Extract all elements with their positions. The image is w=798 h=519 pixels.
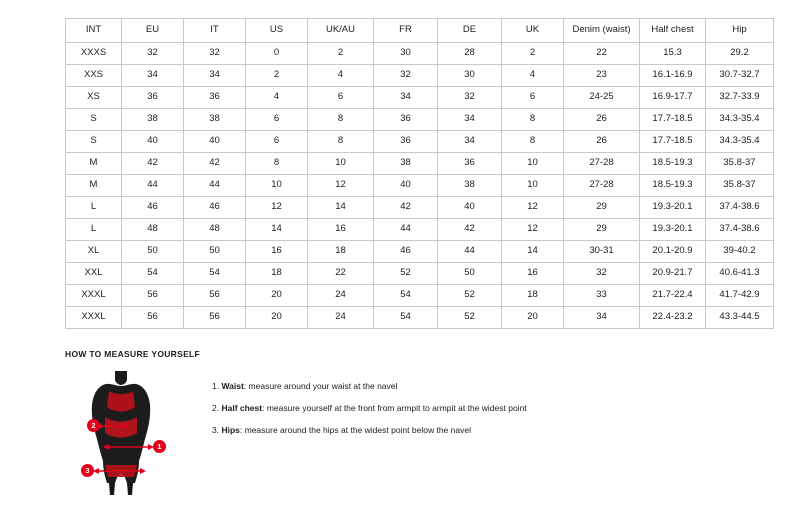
cell-de: 44 [438,241,502,263]
cell-uk-au: 18 [308,241,374,263]
cell-int: M [66,153,122,175]
cell-half-chest: 16.1-16.9 [640,65,706,87]
cell-de: 34 [438,109,502,131]
table-row [66,109,774,131]
cell-denim-waist: 26 [564,131,640,153]
cell-fr: 34 [374,87,438,109]
column-header-half-chest: Half chest [640,19,706,43]
cell-half-chest: 15.3 [640,43,706,65]
measure-marker-1: 1 [153,440,166,453]
cell-de: 30 [438,65,502,87]
cell-us: 16 [246,241,308,263]
cell-fr: 36 [374,109,438,131]
instruction-number-3: 3. [212,425,220,436]
cell-eu: 46 [122,197,184,219]
cell-int: XXXL [66,285,122,307]
cell-int: XXXS [66,43,122,65]
cell-half-chest: 17.7-18.5 [640,109,706,131]
cell-int: XXL [66,263,122,285]
cell-denim-waist: 22 [564,43,640,65]
cell-it: 36 [184,87,246,109]
cell-it: 50 [184,241,246,263]
cell-de: 42 [438,219,502,241]
cell-uk-au: 8 [308,131,374,153]
cell-eu: 48 [122,219,184,241]
column-header-hip: Hip [706,19,774,43]
cell-de: 28 [438,43,502,65]
table-row [66,197,774,219]
cell-de: 32 [438,87,502,109]
cell-int: XXXL [66,307,122,329]
cell-half-chest: 18.5-19.3 [640,175,706,197]
cell-denim-waist: 33 [564,285,640,307]
cell-uk: 8 [502,109,564,131]
cell-int: L [66,197,122,219]
cell-denim-waist: 26 [564,109,640,131]
cell-hip: 37.4-38.6 [706,197,774,219]
cell-fr: 40 [374,175,438,197]
cell-de: 38 [438,175,502,197]
cell-int: XS [66,87,122,109]
cell-half-chest: 17.7-18.5 [640,131,706,153]
cell-uk: 6 [502,87,564,109]
table-row [66,285,774,307]
cell-denim-waist: 27-28 [564,175,640,197]
cell-fr: 54 [374,307,438,329]
measure-instruction-half-chest [212,403,735,413]
cell-eu: 54 [122,263,184,285]
cell-denim-waist: 24-25 [564,87,640,109]
cell-eu: 40 [122,131,184,153]
size-table-container [65,18,760,329]
cell-eu: 42 [122,153,184,175]
cell-it: 40 [184,131,246,153]
cell-uk: 8 [502,131,564,153]
cell-eu: 50 [122,241,184,263]
cell-half-chest: 16.9-17.7 [640,87,706,109]
measure-instruction-waist [212,381,735,391]
column-header-us: US [246,19,308,43]
cell-hip: 35.8-37 [706,175,774,197]
cell-int: S [66,109,122,131]
cell-us: 6 [246,131,308,153]
cell-us: 0 [246,43,308,65]
cell-de: 40 [438,197,502,219]
instruction-number-1: 1. [212,381,220,391]
cell-denim-waist: 29 [564,197,640,219]
cell-eu: 56 [122,285,184,307]
measure-marker-2: 2 [87,419,100,432]
cell-de: 34 [438,131,502,153]
cell-it: 34 [184,65,246,87]
cell-it: 48 [184,219,246,241]
cell-half-chest: 21.7-22.4 [640,285,706,307]
column-header-fr: FR [374,19,438,43]
cell-us: 6 [246,109,308,131]
cell-us: 20 [246,307,308,329]
instruction-text-half-chest: : measure yourself at the front from armpit to armpit at the widest point [262,403,527,414]
cell-us: 8 [246,153,308,175]
how-to-measure-body [65,369,735,499]
cell-uk-au: 24 [308,285,374,307]
cell-hip: 35.8-37 [706,153,774,175]
cell-half-chest: 19.3-20.1 [640,197,706,219]
measure-instruction-hips [212,425,735,435]
cell-int: S [66,131,122,153]
cell-hip: 43.3-44.5 [706,307,774,329]
table-header [66,19,774,43]
cell-uk: 12 [502,197,564,219]
cell-denim-waist: 23 [564,65,640,87]
cell-fr: 52 [374,263,438,285]
cell-denim-waist: 32 [564,263,640,285]
cell-us: 2 [246,65,308,87]
cell-de: 36 [438,153,502,175]
column-header-de: DE [438,19,502,43]
instruction-term-waist: Waist [221,381,244,391]
cell-uk: 10 [502,153,564,175]
cell-fr: 54 [374,285,438,307]
cell-fr: 30 [374,43,438,65]
cell-denim-waist: 29 [564,219,640,241]
cell-fr: 32 [374,65,438,87]
cell-half-chest: 18.5-19.3 [640,153,706,175]
cell-it: 56 [184,307,246,329]
cell-hip: 32.7-33.9 [706,87,774,109]
cell-half-chest: 19.3-20.1 [640,219,706,241]
cell-it: 54 [184,263,246,285]
instruction-text-waist: : measure around your waist at the navel [243,381,398,391]
cell-denim-waist: 27-28 [564,153,640,175]
cell-uk-au: 2 [308,43,374,65]
cell-uk: 20 [502,307,564,329]
cell-uk-au: 22 [308,263,374,285]
table-row [66,65,774,87]
cell-hip: 37.4-38.6 [706,219,774,241]
column-header-it: IT [184,19,246,43]
cell-hip: 30.7-32.7 [706,65,774,87]
cell-eu: 32 [122,43,184,65]
cell-it: 46 [184,197,246,219]
table-row [66,219,774,241]
cell-de: 50 [438,263,502,285]
cell-half-chest: 20.1-20.9 [640,241,706,263]
cell-int: XL [66,241,122,263]
cell-eu: 44 [122,175,184,197]
table-body [66,43,774,329]
cell-denim-waist: 34 [564,307,640,329]
cell-us: 20 [246,285,308,307]
mannequin-illustration [65,369,180,499]
table-row [66,131,774,153]
cell-uk-au: 14 [308,197,374,219]
cell-uk-au: 8 [308,109,374,131]
cell-fr: 46 [374,241,438,263]
cell-us: 18 [246,263,308,285]
cell-it: 44 [184,175,246,197]
cell-uk-au: 12 [308,175,374,197]
cell-us: 4 [246,87,308,109]
cell-uk: 10 [502,175,564,197]
cell-int: L [66,219,122,241]
table-header-row [66,19,774,43]
cell-uk: 4 [502,65,564,87]
cell-fr: 36 [374,131,438,153]
cell-it: 32 [184,43,246,65]
cell-uk-au: 6 [308,87,374,109]
table-row [66,43,774,65]
table-row [66,175,774,197]
cell-eu: 36 [122,87,184,109]
instruction-term-half-chest: Half chest [221,403,263,414]
cell-hip: 40.6-41.3 [706,263,774,285]
instruction-number-2: 2. [212,403,220,414]
cell-uk-au: 16 [308,219,374,241]
table-row [66,263,774,285]
cell-fr: 42 [374,197,438,219]
cell-us: 14 [246,219,308,241]
cell-half-chest: 22.4-23.2 [640,307,706,329]
cell-uk-au: 24 [308,307,374,329]
column-header-int: INT [66,19,122,43]
cell-eu: 38 [122,109,184,131]
cell-de: 52 [438,285,502,307]
cell-uk: 12 [502,219,564,241]
cell-uk: 16 [502,263,564,285]
cell-hip: 34.3-35.4 [706,131,774,153]
table-row [66,241,774,263]
cell-us: 10 [246,175,308,197]
cell-it: 56 [184,285,246,307]
column-header-uk-au: UK/AU [308,19,374,43]
cell-hip: 29.2 [706,43,774,65]
column-header-denim-waist: Denim (waist) [564,19,640,43]
cell-hip: 39-40.2 [706,241,774,263]
mannequin-figure-icon [65,369,180,499]
cell-eu: 56 [122,307,184,329]
cell-denim-waist: 30-31 [564,241,640,263]
cell-uk-au: 10 [308,153,374,175]
column-header-uk: UK [502,19,564,43]
cell-it: 42 [184,153,246,175]
cell-de: 52 [438,307,502,329]
cell-us: 12 [246,197,308,219]
column-header-eu: EU [122,19,184,43]
cell-uk: 14 [502,241,564,263]
cell-int: M [66,175,122,197]
measure-marker-3: 3 [81,464,94,477]
measure-instructions [180,369,735,448]
table-row [66,87,774,109]
cell-fr: 44 [374,219,438,241]
cell-it: 38 [184,109,246,131]
cell-hip: 41.7-42.9 [706,285,774,307]
table-row [66,307,774,329]
instruction-term-hips: Hips [221,425,240,436]
how-to-measure-section [65,349,735,499]
cell-int: XXS [66,65,122,87]
cell-fr: 38 [374,153,438,175]
cell-uk: 2 [502,43,564,65]
cell-uk: 18 [502,285,564,307]
cell-eu: 34 [122,65,184,87]
size-conversion-table [65,18,774,329]
cell-half-chest: 20.9-21.7 [640,263,706,285]
cell-uk-au: 4 [308,65,374,87]
table-row [66,153,774,175]
instruction-text-hips: : measure around the hips at the widest point below the navel [239,425,471,436]
cell-hip: 34.3-35.4 [706,109,774,131]
how-to-measure-title: HOW TO MEASURE YOURSELF [65,349,201,359]
